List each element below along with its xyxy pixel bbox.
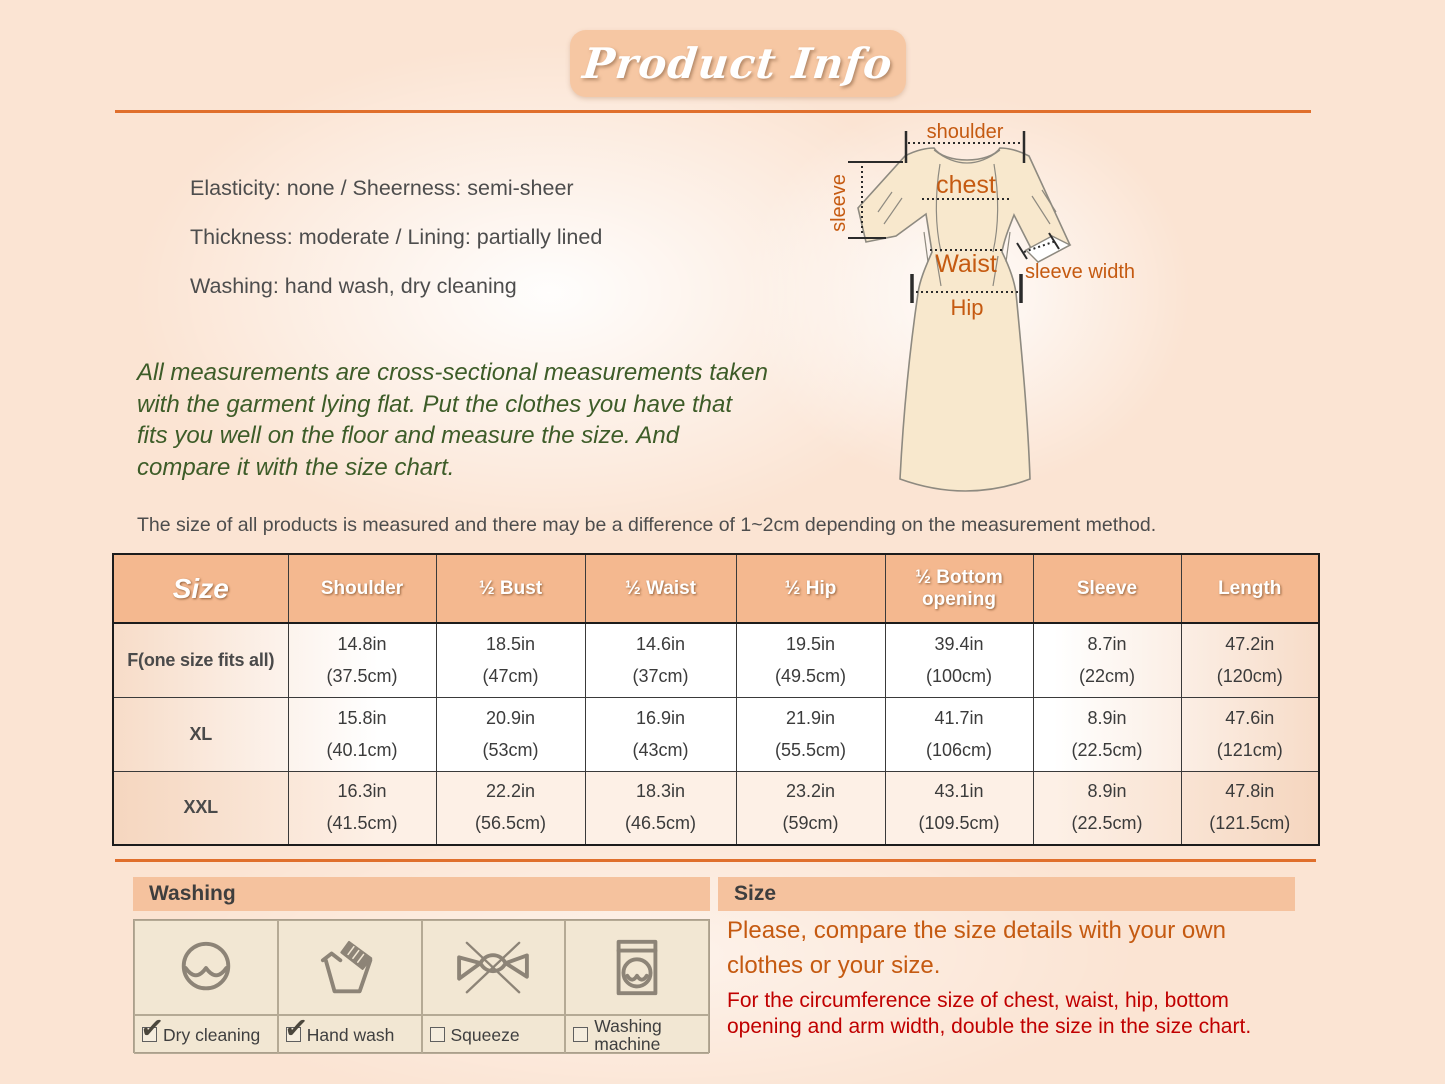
- measurement-note-line: fits you well on the floor and measure the size. And: [137, 422, 680, 449]
- cell: [1181, 623, 1319, 697]
- value-cm: (121cm): [1216, 739, 1283, 760]
- row-label: F(one size fits all): [113, 623, 288, 697]
- dress-figure: [818, 112, 1150, 517]
- value-cm: (121.5cm): [1209, 813, 1291, 834]
- diagram-label-sleeve-width: sleeve width: [1024, 261, 1136, 283]
- washing-icon-cell: [278, 920, 422, 1015]
- value-cm: (109.5cm): [918, 813, 1000, 834]
- table-row-xl: [113, 697, 1319, 771]
- detail-line-thickness: Thickness: moderate / Lining: partially lined: [190, 225, 603, 249]
- size-note-secondary-line: For the circumference size of chest, waist, hip, bottom: [727, 989, 1229, 1012]
- washing-item-label: Dry cleaning: [163, 1024, 261, 1045]
- diagram-label-sleeve: sleeve: [828, 174, 850, 232]
- cell: [585, 623, 736, 697]
- washing-icon-cell: [422, 920, 566, 1015]
- cell: [885, 771, 1033, 845]
- col-header-size: Size: [113, 554, 288, 623]
- cell: [436, 697, 585, 771]
- value-in: 47.6in: [1225, 707, 1275, 728]
- do-not-wring-icon: [451, 937, 535, 999]
- cell: [736, 771, 885, 845]
- dry-cleaning-icon: [175, 937, 237, 999]
- value-in: 19.5in: [785, 633, 836, 654]
- washing-icon-cell: [565, 920, 709, 1015]
- value-in: 15.8in: [337, 707, 387, 728]
- cell: [1033, 623, 1181, 697]
- cell: [1033, 697, 1181, 771]
- dress-measurement-diagram: [818, 112, 1150, 517]
- value-cm: (47cm): [482, 665, 539, 686]
- value-in: 20.9in: [485, 707, 536, 728]
- washing-item-label: Hand wash: [306, 1024, 395, 1045]
- value-cm: (53cm): [482, 739, 539, 760]
- checkbox-checked-icon: [286, 1027, 301, 1042]
- value-cm: (22.5cm): [1071, 739, 1143, 760]
- page-title: Product Info: [580, 39, 896, 88]
- col-header-shoulder: Shoulder: [288, 554, 436, 623]
- washing-grid: [133, 919, 710, 1053]
- size-table: [112, 553, 1320, 846]
- washing-machine-icon: [606, 937, 668, 999]
- bottom-divider: [115, 859, 1316, 862]
- value-cm: (40.1cm): [326, 739, 398, 760]
- fabric-details: [190, 164, 602, 311]
- diagram-label-chest: chest: [936, 171, 996, 199]
- col-header-bottom-opening: ½ Bottom opening: [885, 554, 1033, 623]
- diagram-label-shoulder: shoulder: [926, 121, 1004, 143]
- col-header-sleeve: Sleeve: [1033, 554, 1181, 623]
- value-in: 22.2in: [485, 781, 536, 802]
- value-cm: (37cm): [632, 665, 689, 686]
- value-in: 21.9in: [785, 707, 836, 728]
- value-cm: (120cm): [1216, 665, 1283, 686]
- cell: [1033, 771, 1181, 845]
- cell: [1181, 771, 1319, 845]
- value-in: 18.5in: [485, 633, 536, 654]
- cell: [585, 771, 736, 845]
- measurement-note-line: with the garment lying flat. Put the clothes you have that: [137, 390, 733, 418]
- washing-item-label: Washing machine: [594, 1015, 662, 1054]
- value-cm: (43cm): [632, 739, 689, 760]
- detail-line-elasticity: Elasticity: none / Sheerness: semi-sheer: [190, 176, 574, 200]
- washing-item-dry-cleaning: [134, 1015, 278, 1054]
- value-cm: (22.5cm): [1071, 813, 1143, 834]
- row-label: XL: [113, 697, 288, 771]
- tolerance-note: The size of all products is measured and there may be a difference of 1~2cm depending on the measurement method.: [137, 514, 1157, 536]
- size-note-primary-line: clothes or your size.: [727, 952, 941, 979]
- size-panel-title: Size: [734, 882, 777, 905]
- washing-item-squeeze: [422, 1015, 566, 1054]
- diagram-label-hip: Hip: [950, 295, 984, 320]
- size-note-primary: [727, 913, 1287, 983]
- col-header-hip: ½ Hip: [736, 554, 885, 623]
- washing-item-hand-wash: [278, 1015, 422, 1054]
- cell: [736, 697, 885, 771]
- cell: [436, 623, 585, 697]
- value-in: 43.1in: [934, 781, 984, 802]
- cell: [436, 771, 585, 845]
- row-label: XXL: [113, 771, 288, 845]
- value-cm: (22cm): [1078, 665, 1135, 686]
- value-in: 16.9in: [635, 707, 686, 728]
- size-table-header-row: [113, 554, 1319, 623]
- col-header-bust: ½ Bust: [436, 554, 585, 623]
- size-panel-header: [718, 877, 1295, 911]
- measurement-note-line: All measurements are cross-sectional measurements taken: [137, 359, 768, 386]
- hand-wash-icon: [319, 937, 381, 999]
- col-header-waist: ½ Waist: [585, 554, 736, 623]
- table-row-xxl: [113, 771, 1319, 845]
- measurement-note: [137, 357, 768, 483]
- value-in: 8.9in: [1087, 707, 1127, 728]
- measurement-note-line: compare it with the size chart.: [137, 453, 455, 481]
- value-in: 8.7in: [1087, 633, 1127, 654]
- checkbox-unchecked-icon: [430, 1027, 445, 1042]
- size-note-secondary-line: opening and arm width, double the size in the size chart.: [727, 1015, 1252, 1038]
- cell: [885, 623, 1033, 697]
- cell: [288, 697, 436, 771]
- value-cm: (41.5cm): [326, 813, 398, 834]
- value-cm: (46.5cm): [624, 813, 696, 834]
- cell: [585, 697, 736, 771]
- washing-panel-title: Washing: [149, 882, 236, 905]
- value-cm: (106cm): [925, 739, 992, 760]
- value-in: 16.3in: [337, 781, 387, 802]
- value-cm: (100cm): [925, 665, 992, 686]
- washing-panel-header: [133, 877, 710, 911]
- cell: [288, 623, 436, 697]
- value-in: 47.2in: [1225, 633, 1275, 654]
- washing-item-washing-machine: [565, 1015, 709, 1054]
- page-title-badge: [570, 30, 906, 97]
- value-cm: (55.5cm): [774, 739, 846, 760]
- detail-line-washing: Washing: hand wash, dry cleaning: [190, 274, 517, 298]
- col-header-length: Length: [1181, 554, 1319, 623]
- value-in: 14.8in: [337, 633, 387, 654]
- cell: [885, 697, 1033, 771]
- value-in: 23.2in: [785, 781, 836, 802]
- value-in: 14.6in: [635, 633, 686, 654]
- cell: [288, 771, 436, 845]
- value-cm: (56.5cm): [474, 813, 546, 834]
- value-cm: (49.5cm): [774, 665, 846, 686]
- value-in: 18.3in: [635, 781, 686, 802]
- size-note-secondary: [727, 988, 1302, 1040]
- value-in: 8.9in: [1087, 781, 1127, 802]
- value-in: 39.4in: [934, 633, 984, 654]
- washing-icon-cell: [134, 920, 278, 1015]
- checkbox-unchecked-icon: [573, 1027, 588, 1042]
- cell: [1181, 697, 1319, 771]
- cell: [736, 623, 885, 697]
- checkbox-checked-icon: [142, 1027, 157, 1042]
- diagram-label-waist: Waist: [935, 250, 997, 278]
- value-in: 41.7in: [934, 707, 984, 728]
- value-cm: (37.5cm): [326, 665, 398, 686]
- washing-item-label: Squeeze: [450, 1024, 520, 1045]
- value-in: 47.8in: [1225, 781, 1275, 802]
- value-cm: (59cm): [782, 813, 839, 834]
- size-note-primary-line: Please, compare the size details with your own: [727, 917, 1226, 944]
- table-row-f: [113, 623, 1319, 697]
